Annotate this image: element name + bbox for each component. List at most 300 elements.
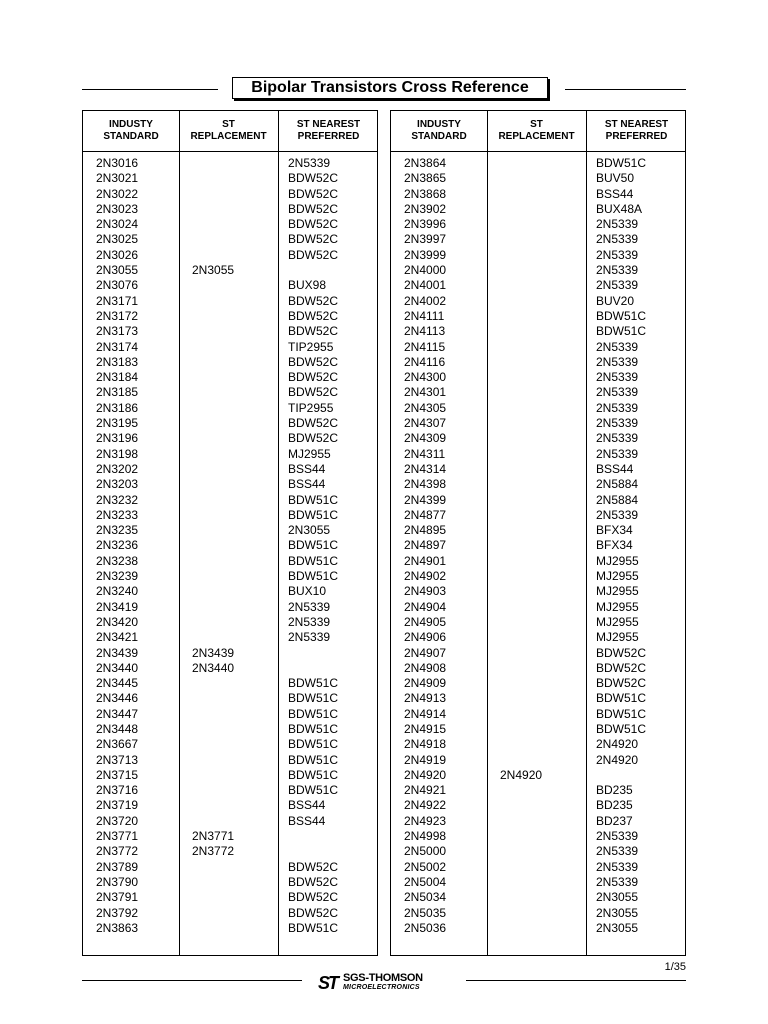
table-cell: 2N4907 — [404, 645, 447, 660]
table-cell: BSS44 — [596, 461, 634, 476]
table-cell: BDW51C — [288, 920, 339, 935]
table-cell: 2N3716 — [96, 783, 139, 798]
table-cell — [500, 187, 542, 202]
table-cell: 2N5339 — [596, 217, 639, 232]
table-cell: BUX48A — [596, 201, 643, 216]
table-cell — [192, 187, 234, 202]
table-cell: 2N5002 — [404, 859, 447, 874]
logo-subtitle: MICROELECTRONICS — [343, 984, 420, 991]
table-cell: BDW52C — [288, 874, 339, 889]
table-cell: 2N4922 — [404, 798, 447, 813]
table-cell: BDW51C — [288, 691, 339, 706]
table-cell: 2N3719 — [96, 798, 139, 813]
table-cell: 2N3173 — [96, 324, 139, 339]
table-cell: BDW51C — [288, 507, 339, 522]
table-cell: 2N4002 — [404, 293, 447, 308]
table-cell: 2N3174 — [96, 339, 139, 354]
table-cell: 2N4307 — [404, 416, 447, 431]
table-cell: 2N4111 — [404, 308, 445, 323]
table-cell: BDW51C — [288, 492, 339, 507]
table-cell — [288, 829, 338, 844]
table-cell: 2N3202 — [96, 461, 139, 476]
table-cell — [500, 538, 542, 553]
table-cell — [500, 217, 542, 232]
table-cell: 2N3864 — [404, 156, 447, 170]
table-cell: 2N4113 — [404, 324, 446, 339]
table-cell: 2N3772 — [96, 844, 139, 859]
table-cell — [500, 202, 542, 217]
table-cell: 2N5339 — [596, 507, 639, 522]
table-cell — [500, 584, 542, 599]
table-cell: 2N3203 — [96, 477, 139, 492]
table-cell — [500, 508, 542, 523]
table-cell: 2N3240 — [96, 584, 139, 599]
table-cell: BDW52C — [288, 171, 339, 186]
table-cell — [288, 263, 338, 278]
table-cell — [500, 523, 542, 538]
table-cell: BSS44 — [596, 186, 634, 201]
table-cell: 2N3172 — [96, 308, 139, 323]
table-cell: 2N5339 — [596, 446, 639, 461]
table-cell: 2N3447 — [96, 706, 139, 721]
table-cell: 2N3772 — [192, 844, 235, 859]
table-cell — [500, 416, 542, 431]
table-cell: BDW52C — [288, 385, 339, 400]
table-cell: 2N5339 — [596, 247, 639, 262]
industry-column — [404, 156, 446, 936]
table-cell: BDW51C — [596, 691, 647, 706]
table-cell: BD237 — [596, 813, 633, 828]
table-cell — [192, 676, 234, 691]
table-cell — [192, 783, 234, 798]
table-cell — [192, 431, 234, 446]
table-cell: 2N3445 — [96, 676, 139, 691]
table-cell: 2N3055 — [596, 920, 639, 935]
table-cell — [192, 921, 234, 936]
table-cell — [192, 248, 234, 263]
table-cell: 2N5036 — [404, 920, 447, 935]
table-cell — [500, 569, 542, 584]
table-cell: 2N3198 — [96, 446, 139, 461]
table-cell: MJ2955 — [596, 584, 639, 599]
table-cell — [192, 890, 234, 905]
table-cell: 2N4001 — [404, 278, 447, 293]
table-cell: 2N5884 — [596, 492, 639, 507]
table-cell — [192, 860, 234, 875]
table-cell — [500, 431, 542, 446]
table-cell: 2N4305 — [404, 400, 447, 415]
table-cell: BUV20 — [596, 293, 635, 308]
table-cell: BSS44 — [288, 798, 326, 813]
table-cell: BDW51C — [596, 706, 647, 721]
table-cell — [500, 401, 542, 416]
industry-column — [96, 156, 138, 936]
header-st-nearest-preferred: ST NEAREST PREFERRED — [604, 119, 669, 142]
table-cell: 2N5004 — [404, 874, 447, 889]
table-cell: 2N3996 — [404, 217, 447, 232]
table-cell: MJ2955 — [596, 599, 639, 614]
table-cell — [288, 844, 338, 859]
table-cell: BDW51C — [596, 156, 647, 170]
title-rule-left — [82, 89, 218, 90]
table-cell: 2N4301 — [404, 385, 447, 400]
table-cell: BDW51C — [288, 569, 339, 584]
table-cell — [500, 171, 542, 186]
replacement-column — [192, 156, 234, 936]
table-cell: BDW52C — [288, 416, 339, 431]
table-cell — [500, 860, 542, 875]
table-cell: 2N3195 — [96, 416, 139, 431]
table-cell — [500, 829, 542, 844]
table-cell: 2N4914 — [404, 706, 447, 721]
table-cell — [192, 294, 234, 309]
table-cell — [192, 385, 234, 400]
table-cell: 2N5339 — [596, 874, 639, 889]
table-cell: 2N5339 — [288, 630, 331, 645]
table-cell: 2N5339 — [596, 829, 639, 844]
table-cell: BDW51C — [596, 721, 647, 736]
table-cell: BDW52C — [596, 645, 647, 660]
table-cell: 2N3183 — [96, 354, 139, 369]
table-cell: 2N4877 — [404, 507, 447, 522]
table-cell — [500, 753, 542, 768]
table-cell — [500, 921, 542, 936]
table-cell: BDW52C — [288, 293, 339, 308]
table-cell: 2N3055 — [596, 905, 639, 920]
table-cell: 2N4398 — [404, 477, 447, 492]
table-cell: BD235 — [596, 783, 633, 798]
table-cell — [192, 493, 234, 508]
table-cell: 2N5339 — [596, 844, 639, 859]
table-cell: 2N3016 — [96, 156, 139, 170]
table-cell: BDW51C — [288, 752, 339, 767]
table-cell: BDW52C — [288, 186, 339, 201]
table-cell: 2N3055 — [596, 890, 639, 905]
table-cell: 2N3440 — [96, 660, 139, 675]
table-cell: BFX34 — [596, 538, 633, 553]
table-cell — [192, 156, 234, 171]
table-cell: 2N3715 — [96, 767, 139, 782]
table-cell — [192, 722, 234, 737]
table-cell — [500, 263, 542, 278]
page-title: Bipolar Transistors Cross Reference — [232, 77, 548, 99]
table-cell: 2N4913 — [404, 691, 447, 706]
table-cell — [192, 309, 234, 324]
table-cell: 2N3997 — [404, 232, 447, 247]
table-cell — [500, 783, 542, 798]
table-cell: 2N3186 — [96, 400, 139, 415]
table-cell: BDW52C — [288, 232, 339, 247]
table-cell: 2N4309 — [404, 431, 447, 446]
table-cell: 2N4915 — [404, 721, 447, 736]
table-cell: MJ2955 — [596, 553, 639, 568]
table-cell: 2N3171 — [96, 293, 139, 308]
table-cell: 2N3196 — [96, 431, 139, 446]
table-cell: 2N3713 — [96, 752, 139, 767]
table-cell: 2N3421 — [96, 630, 139, 645]
header-st-nearest-preferred: ST NEAREST PREFERRED — [296, 119, 361, 142]
table-cell: 2N5339 — [288, 614, 331, 629]
column-divider — [487, 111, 488, 955]
table-cell: 2N3419 — [96, 599, 139, 614]
table-cell: 2N5339 — [596, 278, 639, 293]
table-cell: 2N5339 — [596, 263, 639, 278]
title-rule-right — [565, 89, 686, 90]
table-cell — [500, 844, 542, 859]
table-cell: BDW52C — [288, 859, 339, 874]
table-cell: 2N4895 — [404, 523, 447, 538]
table-cell — [192, 600, 234, 615]
table-cell: 2N3902 — [404, 201, 447, 216]
table-cell: 2N3055 — [192, 263, 235, 278]
table-cell: 2N5339 — [596, 385, 639, 400]
table-cell — [500, 737, 542, 752]
table-cell: 2N5339 — [596, 416, 639, 431]
table-cell — [500, 906, 542, 921]
table-cell: BDW52C — [288, 905, 339, 920]
table-cell: BUX10 — [288, 584, 327, 599]
table-cell — [192, 324, 234, 339]
table-cell: BSS44 — [288, 461, 326, 476]
table-cell — [192, 477, 234, 492]
table-cell — [192, 569, 234, 584]
table-cell — [192, 554, 234, 569]
table-cell: 2N3868 — [404, 186, 447, 201]
replacement-column — [500, 156, 542, 936]
table-cell: 2N3235 — [96, 523, 139, 538]
table-cell — [192, 278, 234, 293]
table-cell: 2N4908 — [404, 660, 447, 675]
table-cell: 2N3021 — [96, 171, 139, 186]
table-cell — [500, 676, 542, 691]
table-cell — [192, 171, 234, 186]
table-cell: BDW52C — [288, 370, 339, 385]
header-st-replacement: ST REPLACEMENT — [190, 119, 267, 142]
table-cell — [500, 355, 542, 370]
table-cell — [500, 294, 542, 309]
table-cell — [192, 416, 234, 431]
table-cell — [500, 646, 542, 661]
table-cell: 2N3999 — [404, 247, 447, 262]
table-cell: BDW52C — [288, 217, 339, 232]
header-st-replacement: ST REPLACEMENT — [498, 119, 575, 142]
table-cell: 2N4920 — [404, 767, 447, 782]
table-cell — [192, 447, 234, 462]
company-logo — [318, 972, 423, 994]
table-cell: BDW52C — [288, 431, 339, 446]
table-cell: 2N4906 — [404, 630, 447, 645]
table-cell: 2N5339 — [596, 431, 639, 446]
table-cell: 2N3439 — [96, 645, 139, 660]
table-cell: BDW51C — [596, 308, 647, 323]
table-cell — [500, 156, 542, 171]
page-number: 1/35 — [664, 961, 686, 973]
table-cell — [192, 217, 234, 232]
table-cell — [500, 232, 542, 247]
table-cell: MJ2955 — [596, 569, 639, 584]
table-cell — [500, 554, 542, 569]
table-cell: BDW52C — [596, 676, 647, 691]
table-cell — [500, 248, 542, 263]
table-cell: 2N5000 — [404, 844, 447, 859]
table-cell: 2N3789 — [96, 859, 139, 874]
table-cell: 2N3236 — [96, 538, 139, 553]
table-cell — [500, 462, 542, 477]
logo-name: SGS-THOMSON — [343, 972, 423, 984]
table-cell — [596, 768, 646, 783]
table-cell — [500, 600, 542, 615]
table-cell — [192, 630, 234, 645]
table-cell — [500, 493, 542, 508]
table-cell: 2N4115 — [404, 339, 446, 354]
table-cell: 2N5339 — [596, 339, 639, 354]
table-cell: BDW51C — [288, 553, 339, 568]
cross-reference-table-left — [82, 110, 378, 956]
table-cell: BDW52C — [288, 354, 339, 369]
table-cell: 2N3448 — [96, 721, 139, 736]
table-cell: 2N3667 — [96, 737, 139, 752]
table-cell: BDW52C — [288, 324, 339, 339]
table-cell: 2N3238 — [96, 553, 139, 568]
table-cell — [500, 814, 542, 829]
table-cell: 2N3239 — [96, 569, 139, 584]
table-cell — [192, 691, 234, 706]
table-cell: 2N5339 — [596, 370, 639, 385]
table-cell: 2N3439 — [192, 645, 235, 660]
table-cell — [192, 875, 234, 890]
table-cell: 2N5339 — [596, 354, 639, 369]
preferred-column — [596, 156, 646, 936]
table-cell — [500, 447, 542, 462]
table-cell: BDW51C — [596, 324, 647, 339]
table-cell — [192, 462, 234, 477]
table-cell: BDW52C — [288, 890, 339, 905]
header-industry-standard: INDUSTY STANDARD — [411, 119, 467, 142]
table-cell: 2N3022 — [96, 186, 139, 201]
table-cell: BSS44 — [288, 813, 326, 828]
table-cell: 2N5884 — [596, 477, 639, 492]
table-cell — [192, 814, 234, 829]
table-cell: 2N4918 — [404, 737, 447, 752]
table-cell: 2N5035 — [404, 905, 447, 920]
table-cell: 2N4919 — [404, 752, 447, 767]
column-divider — [278, 111, 279, 955]
table-cell — [500, 661, 542, 676]
table-cell — [500, 890, 542, 905]
table-cell: TIP2955 — [288, 339, 334, 354]
table-cell — [192, 615, 234, 630]
table-cell: 2N3232 — [96, 492, 139, 507]
table-cell — [192, 707, 234, 722]
table-cell: BDW51C — [288, 783, 339, 798]
table-cell — [288, 646, 338, 661]
table-cell: 2N4399 — [404, 492, 447, 507]
header-divider — [83, 151, 377, 152]
table-cell — [500, 615, 542, 630]
table-cell: 2N3025 — [96, 232, 139, 247]
table-cell: 2N4901 — [404, 553, 447, 568]
table-cell: BDW52C — [288, 247, 339, 262]
table-cell: 2N4920 — [500, 767, 543, 782]
header-divider — [391, 151, 685, 152]
table-cell: 2N3026 — [96, 247, 139, 262]
table-cell: 2N3771 — [192, 829, 235, 844]
table-cell: 2N3420 — [96, 614, 139, 629]
table-cell: 2N4904 — [404, 599, 447, 614]
table-cell: BDW52C — [288, 201, 339, 216]
column-divider — [586, 111, 587, 955]
column-divider — [179, 111, 180, 955]
table-cell: 2N5339 — [288, 599, 331, 614]
table-cell: 2N4905 — [404, 614, 447, 629]
table-cell — [500, 324, 542, 339]
table-cell: BDW51C — [288, 737, 339, 752]
table-cell: BDW51C — [288, 721, 339, 736]
table-cell — [500, 477, 542, 492]
table-cell — [192, 523, 234, 538]
table-cell — [192, 370, 234, 385]
table-cell — [500, 798, 542, 813]
table-cell — [500, 707, 542, 722]
table-cell — [500, 340, 542, 355]
table-cell: 2N4116 — [404, 354, 446, 369]
table-cell — [288, 661, 338, 676]
table-cell — [500, 630, 542, 645]
table-cell: BDW52C — [596, 660, 647, 675]
table-cell: 2N3446 — [96, 691, 139, 706]
table-cell: 2N3865 — [404, 171, 447, 186]
table-cell: BDW51C — [288, 538, 339, 553]
table-cell: 2N4920 — [596, 737, 639, 752]
table-cell: 2N4998 — [404, 829, 447, 844]
table-cell: 2N3440 — [192, 660, 235, 675]
table-cell: 2N4921 — [404, 783, 447, 798]
table-cell — [500, 875, 542, 890]
table-cell — [192, 202, 234, 217]
table-cell — [500, 278, 542, 293]
footer-rule-right — [466, 980, 686, 981]
table-cell: 2N3233 — [96, 507, 139, 522]
table-cell — [500, 691, 542, 706]
header-industry-standard: INDUSTY STANDARD — [103, 119, 159, 142]
table-cell — [500, 385, 542, 400]
table-cell: MJ2955 — [288, 446, 331, 461]
table-cell: 2N4923 — [404, 813, 447, 828]
table-cell — [192, 340, 234, 355]
table-cell — [192, 401, 234, 416]
table-cell: MJ2955 — [596, 630, 639, 645]
table-cell: 2N3771 — [96, 829, 139, 844]
table-cell — [192, 737, 234, 752]
title-bar — [0, 76, 768, 104]
table-cell: 2N3184 — [96, 370, 139, 385]
table-cell: BUV50 — [596, 171, 635, 186]
table-cell: 2N4300 — [404, 370, 447, 385]
table-cell: BDW52C — [288, 308, 339, 323]
table-cell: 2N3720 — [96, 813, 139, 828]
table-cell: 2N3024 — [96, 217, 139, 232]
table-cell: 2N4902 — [404, 569, 447, 584]
table-cell — [192, 232, 234, 247]
table-cell: BDW51C — [288, 676, 339, 691]
table-cell: BDW51C — [288, 767, 339, 782]
table-cell — [500, 722, 542, 737]
table-cell: 2N3076 — [96, 278, 139, 293]
table-cell: 2N3055 — [96, 263, 139, 278]
table-cell: BSS44 — [288, 477, 326, 492]
table-cell: BUX98 — [288, 278, 327, 293]
table-cell: 2N5339 — [596, 400, 639, 415]
